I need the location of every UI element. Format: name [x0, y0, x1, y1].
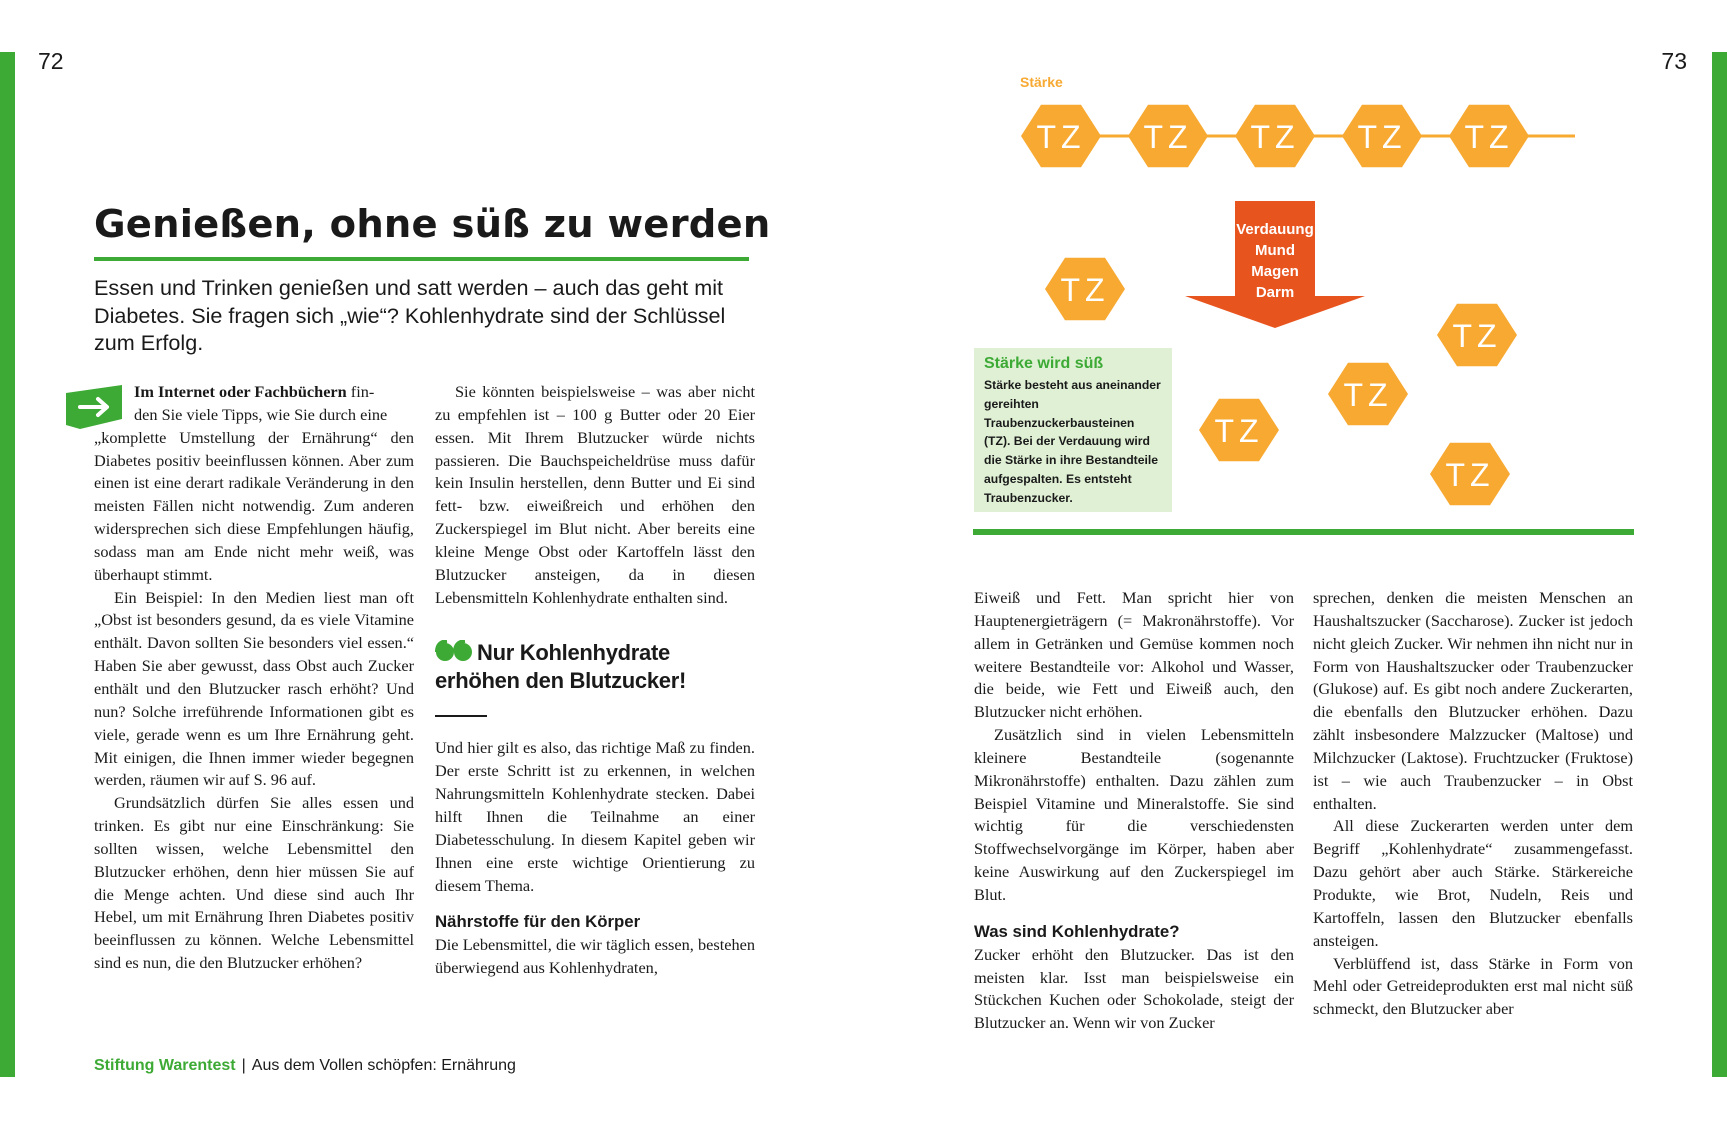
info-box — [974, 348, 1172, 512]
page-title: Genießen, ohne süß zu werden — [94, 202, 771, 247]
arrow-label-3: Magen — [1251, 263, 1299, 280]
title-underline — [94, 257, 749, 261]
column1-paragraph-2: Ein Beispiel: In den Medien liest man oft „Obst ist besonders gesund, da es viele Vitamine enthält. Davon sollten Sie besonders viel essen.“ Haben Sie aber gewusst, dass Obst auch Zucker enthält und den Blutzucker rasch erhöht? Und nun? Solche irreführende Informationen gibt es viele, gerade wenn es um Ihre Ernährung geht. Mit einigen, die Ihnen immer wieder begegnen werden, räumen wir auf S. 96 auf. — [94, 587, 414, 790]
column1-paragraph-3: Grundsätzlich dürfen Sie alles essen und trinken. Es gibt nur eine Einschränkung: Sie sollten wissen, welche Lebensmittel den Blutzucker erhöhen, denn hier müssen Sie auf die Menge achten. Und diese sind auch Ihr Hebel, um mit Ernährung Ihren Diabetes positiv beeinflussen zu können. Welche Lebensmittel sind es nun, die den Blutzucker erhöhen? — [94, 793, 414, 973]
tz-label-7: TZ — [1452, 318, 1502, 354]
tz-label-5: TZ — [1464, 119, 1514, 155]
lead-paragraph: Essen und Trinken genießen und satt werden – auch das geht mit Diabetes. Sie fragen sich „wie“? Kohlenhydrate sind der Schlüssel zum Erfolg. — [94, 275, 726, 355]
chain-label: Stärke — [1020, 74, 1063, 90]
text-column-1 — [94, 381, 414, 975]
column1-paragraph-1-rest: „komplette Umstellung der Ernährung“ den Diabetes positiv beeinflussen können. Aber zum einen ist eine derart radikale Veränderung in den meisten Fällen nicht notwendig. Zum anderen widersprechen sich diese Empfehlungen häufig, sodass man am Ende nicht mehr weiß, was überhaupt stimmt. — [94, 427, 414, 584]
subhead-kohlenhydrate: Was sind Kohlenhydrate? — [974, 921, 1180, 941]
left-edge-bar — [0, 52, 15, 1077]
right-edge-bar — [1712, 52, 1727, 1077]
subhead-naehrstoffe: Nährstoffe für den Körper — [435, 912, 641, 932]
column4-paragraph-1: sprechen, denken die meisten Menschen an Haushaltszucker (Saccharose). Zucker ist jedoch nicht gleich Zucker. Wir nehmen ihn nicht nur in Form von Haushaltszucker oder Traubenzucker (Glukose) auf. Es gibt noch andere Zuckerarten, die ebenfalls den Blutzucker erhöhen. Dazu zählt insbesondere Malzzucker (Maltose) und Milchzucker (Laktose). Fruchtzucker (Fruktose) ist – wie auch Traubenzucker – in Obst enthalten. — [1313, 588, 1633, 813]
tz-label-4: TZ — [1357, 119, 1407, 155]
pull-quote-rule — [435, 715, 487, 717]
tz-label-8: TZ — [1343, 377, 1393, 413]
column1-paragraph-1 — [94, 381, 414, 587]
pull-quote — [435, 639, 755, 717]
arrow-label-2: Mund — [1255, 242, 1295, 259]
pull-quote-line-2: erhöhen den Blutzucker! — [435, 668, 687, 694]
footer-book-title: Aus dem Vollen schöpfen: Ernährung — [251, 1057, 516, 1074]
quote-icon — [435, 640, 473, 662]
footer-brand: Stiftung Warentest — [94, 1057, 236, 1074]
column3-paragraph-2: Zusätzlich sind in vielen Lebensmitteln kleinere Bestandteile (sogenannte Mikronährstoffe) enthalten. Dazu zählen zum Beispiel Vitamine und Mineralstoffe. Sie sind wichtig für die verschiedensten Stoffwechselvorgänge im Körper, haben aber keine Auswirkung auf den Zuckerspiegel im Blut. — [974, 725, 1294, 904]
lead-in-line-2: den Sie viele Tipps, wie Sie durch eine — [134, 404, 388, 424]
text-column-3 — [974, 587, 1294, 1035]
footer-separator: | — [241, 1057, 246, 1074]
tz-label-1: TZ — [1036, 119, 1086, 155]
page-footer — [94, 1057, 516, 1075]
lead-in-text: Im Internet oder Fachbüchern — [134, 382, 347, 401]
column3-paragraph-1: Eiweiß und Fett. Man spricht hier von Hauptenergieträgern (= Makronährstoffe). Vor allem in Getränken und Gemüse kommen noch weitere Bestandteile vor: Alkohol und Wasser, die beide, wie Fett und Eiweiß auch, den Blutzucker nicht erhöhen. — [974, 588, 1294, 722]
page-number-right: 73 — [1661, 48, 1687, 74]
column2-paragraph-3: Die Lebensmittel, die wir täglich essen, bestehen überwiegend aus Kohlenhydraten, — [435, 935, 755, 978]
column2-paragraph-2: Und hier gilt es also, das richtige Maß zu finden. Der erste Schritt ist zu erkennen, in welchen Nahrungsmitteln Kohlenhydrate stecken. Dabei hilft Ihnen die Teilnahme an einer Diabetesschulung. In diesem Kapitel geben wir Ihnen eine erste wichtige Orientierung zu diesem Thema. — [435, 738, 755, 895]
pull-quote-line-1: Nur Kohlenhydrate — [477, 640, 670, 666]
arrow-label-4: Darm — [1255, 284, 1295, 301]
column4-paragraph-2: All diese Zuckerarten werden unter dem Begriff „Kohlenhydrate“ zusammengefasst. Dazu gehört aber auch Stärke. Stärkereiche Produkte, wie Brot, Nudeln, Reis und Kartoffeln, lassen den Blutzucker ebenfalls ansteigen. — [1313, 816, 1633, 950]
tz-label-9: TZ — [1214, 413, 1264, 449]
text-column-4 — [1313, 587, 1633, 1021]
diagram-divider — [973, 529, 1634, 535]
info-box-text: Stärke besteht aus aneinander gereihten Traubenzuckerbausteinen (TZ). Bei der Verdauung wird die Stärke in ihre Bestandteile aufgespalten. Es entsteht Traubenzucker. — [984, 378, 1161, 505]
column4-paragraph-3: Verblüffend ist, dass Stärke in Form von Mehl oder Getreideprodukten erst mal nicht süß schmeckt, den Blutzucker aber — [1313, 953, 1633, 1019]
tz-label-10: TZ — [1445, 457, 1495, 493]
tz-label-2: TZ — [1143, 119, 1193, 155]
tz-label-3: TZ — [1250, 119, 1300, 155]
text-column-2 — [435, 381, 755, 980]
column3-paragraph-3: Zucker erhöht den Blutzucker. Das ist den meisten klar. Isst man beispielsweise ein Stückchen Kuchen oder Schokolade, steigt der Blutzucker an. Wenn wir von Zucker — [974, 944, 1294, 1033]
lead-in-rest: fin- — [350, 382, 375, 401]
page-number-left: 72 — [38, 48, 64, 74]
column2-paragraph-1: Sie könnten beispielsweise – was aber nicht zu empfehlen ist – 100 g Butter oder 20 Eier essen. Mit Ihrem Blutzucker würde nichts passieren. Die Bauchspeicheldrüse muss dafür kein Insulin herstellen, denn Butter und Ei sind fett- bzw. eiweißreich und erhöhen den Zuckerspiegel im Blut nicht. Aber bereits eine kleine Menge Obst oder Kartoffeln lässt den Blutzucker ansteigen, da in diesen Lebensmitteln Kohlenhydrate enthalten sind. — [435, 382, 755, 607]
info-box-title: Stärke wird süß — [984, 355, 1104, 372]
tz-label-6: TZ — [1060, 272, 1110, 308]
arrow-label-1: Verdauung — [1236, 221, 1314, 238]
